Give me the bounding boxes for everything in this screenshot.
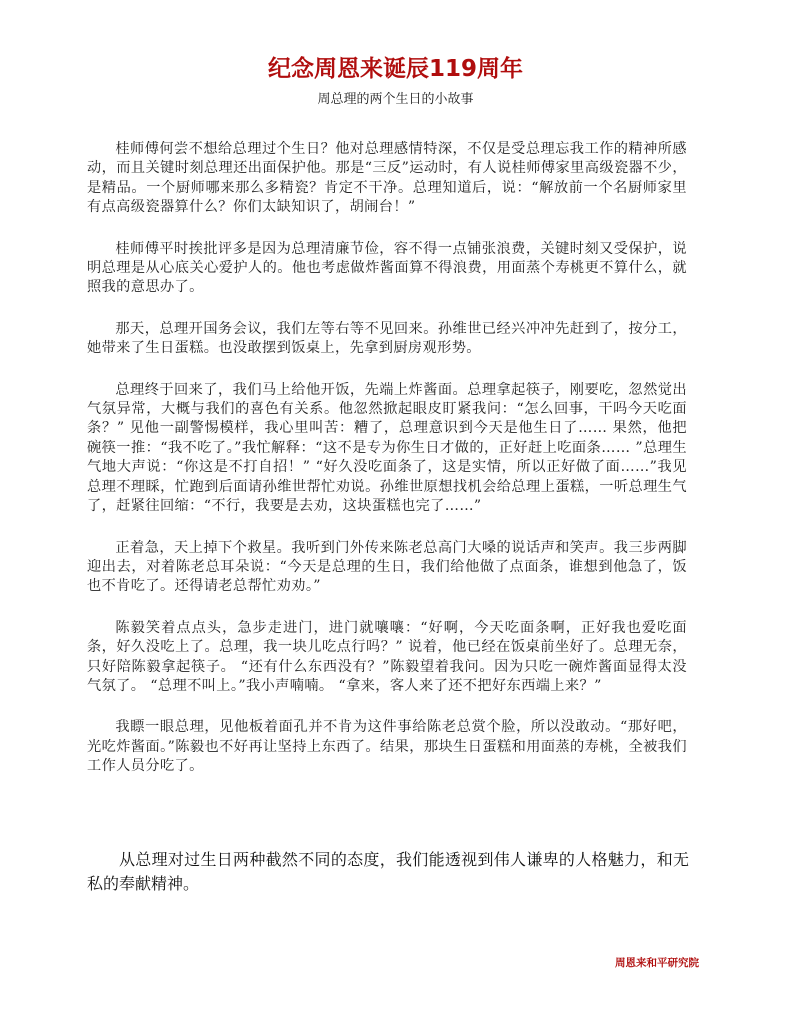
- page-subtitle: 周总理的两个生日的小故事: [317, 92, 474, 107]
- article-body: [87, 140, 687, 799]
- conclusion-text: 从总理对过生日两种截然不同的态度，我们能透视到伟人谦卑的人格魅力，和无私的奉献精神。: [87, 850, 689, 893]
- paragraph-2: 桂师傅平时挨批评多是因为总理清廉节俭，容不得一点铺张浪费，关键时刻又受保护，说明总理是从心底关心爱护人的。他也考虑做炸酱面算不得浪费，用面蒸个寿桃更不算什么，就照我的意思办了。: [87, 240, 687, 296]
- page-title: 纪念周恩来诞辰119周年: [267, 56, 523, 82]
- footer-organization: 周恩来和平研究院: [615, 957, 699, 969]
- paragraph-5: 正着急，天上掉下个救星。我听到门外传来陈老总高门大嗓的说话声和笑声。我三步两脚迎出去，对着陈老总耳朵说：“今天是总理的生日，我们给他做了点面条，谁想到他急了，饭也不肯吃了。还得请老总帮忙劝劝。”: [87, 539, 687, 595]
- paragraph-6: 陈毅笑着点点头，急步走进门，进门就嚷嚷：“好啊，今天吃面条啊，正好我也爱吃面条，好久没吃上了。总理，我一块儿吃点行吗？” 说着，他已经在饭桌前坐好了。总理无奈，只好陪陈毅拿起筷子。 “还有什么东西没有？”陈毅望着我问。因为只吃一碗炸酱面显得太没气氛了。 “总理不叫上。”我小声喃喃。 “拿来，客人来了还不把好东西端上来？”: [87, 619, 687, 694]
- paragraph-7: 我瞟一眼总理，见他板着面孔并不肯为这件事给陈老总赏个脸，所以没敢动。“那好吧，光吃炸酱面。”陈毅也不好再让坚持上东西了。结果，那块生日蛋糕和用面蒸的寿桃，全被我们工作人员分吃了。: [87, 719, 687, 775]
- paragraph-4: 总理终于回来了，我们马上给他开饭，先端上炸酱面。总理拿起筷子，刚要吃，忽然觉出气氛异常，大概与我们的喜色有关系。他忽然掀起眼皮盯紧我问：“怎么回事，干吗今天吃面条？” 见他一副警惕模样，我心里叫苦：糟了，总理意识到今天是他生日了…… 果然，他把碗筷一推：“我不吃了。”我忙解释：“这不是专为你生日才做的，正好赶上吃面条…… ”总理生气地大声说：“你这是不打自招！” “好久没吃面条了，这是实情，所以正好做了面……”我见总理不理睬，忙跑到后面请孙维世帮忙劝说。孙维世原想找机会给总理上蛋糕，一听总理生气了，赶紧往回缩：“不行，我要是去劝，这块蛋糕也完了……”: [87, 381, 687, 515]
- paragraph-3: 那天，总理开国务会议，我们左等右等不见回来。孙维世已经兴冲冲先赶到了，按分工，她带来了生日蛋糕。也没敢摆到饭桌上，先拿到厨房观形势。: [87, 320, 687, 357]
- paragraph-1: 桂师傅何尝不想给总理过个生日？他对总理感情特深，不仅是受总理忘我工作的精神所感动，而且关键时刻总理还出面保护他。那是“三反”运动时，有人说桂师傅家里高级瓷器不少，是精品。一个厨师哪来那么多精瓷？肯定不干净。总理知道后，说：“解放前一个名厨师家里有点高级瓷器算什么？你们太缺知识了，胡闹台！”: [87, 141, 687, 216]
